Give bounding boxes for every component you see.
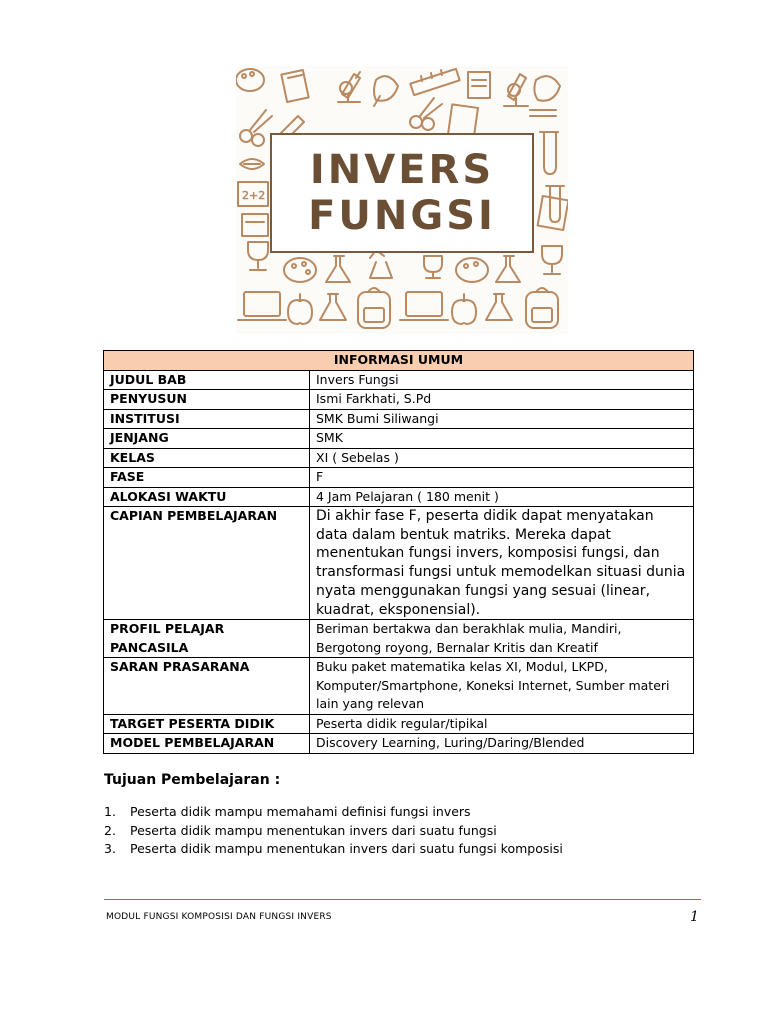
row-label: ALOKASI WAKTU — [104, 487, 310, 507]
apple-icon — [288, 294, 312, 324]
table-row — [104, 468, 694, 488]
book-icon — [242, 214, 268, 236]
list-number: 1. — [104, 804, 116, 819]
row-label: TARGET PESERTA DIDIK — [104, 714, 310, 734]
leaf-icon — [240, 159, 264, 169]
table-row — [104, 507, 694, 620]
row-label: JUDUL BAB — [104, 370, 310, 390]
table-row — [104, 658, 694, 715]
table-row — [104, 390, 694, 410]
list-number: 2. — [104, 822, 116, 838]
row-value: SMK — [310, 429, 694, 449]
table-row — [104, 487, 694, 507]
table-row — [104, 429, 694, 449]
row-label: PROFIL PELAJAR PANCASILA — [104, 620, 310, 658]
backpack-icon — [358, 288, 390, 328]
book-icon — [468, 72, 490, 98]
flask-icon — [326, 256, 350, 282]
list-text: Peserta didik mampu memahami definisi fungsi invers — [130, 804, 471, 819]
palette-icon — [456, 258, 488, 282]
row-label: MODEL PEMBELAJARAN — [104, 734, 310, 754]
flask-icon — [486, 294, 512, 320]
trophy-icon — [248, 242, 268, 270]
table-row — [104, 620, 694, 658]
row-value: 4 Jam Pelajaran ( 180 menit ) — [310, 487, 694, 507]
pencil-icon — [530, 110, 556, 116]
page-number: 1 — [690, 909, 699, 925]
cover-title-line-1: INVERS — [309, 147, 495, 193]
informasi-umum-table — [103, 350, 694, 754]
row-value: Discovery Learning, Luring/Daring/Blended — [310, 734, 694, 754]
scissors-icon — [410, 98, 442, 130]
row-value: Beriman bertakwa dan berakhlak mulia, Mandiri, Bergotong royong, Bernalar Kritis dan Kreatif — [310, 620, 694, 658]
list-item — [104, 822, 563, 841]
list-item — [104, 840, 563, 859]
row-label: JENJANG — [104, 429, 310, 449]
footer-divider — [104, 899, 701, 900]
row-value: Peserta didik regular/tipikal — [310, 714, 694, 734]
list-item — [104, 803, 563, 822]
apple-icon — [452, 294, 476, 324]
row-value: Di akhir fase F, peserta didik dapat menyatakan data dalam bentuk matriks. Mereka dapat menentukan fungsi invers, komposisi fungsi, dan transformasi fungsi untuk memodelkan situasi dunia nyata menggunakan fungsi yang sesuai (linear, kuadrat, eksponensial). — [310, 507, 694, 620]
trophy-icon — [542, 246, 562, 274]
table-row — [104, 734, 694, 754]
microscope-icon — [504, 74, 528, 106]
flask-icon — [320, 294, 346, 320]
laptop-icon — [400, 292, 448, 320]
row-value: Buku paket matematika kelas XI, Modul, LKPD, Komputer/Smartphone, Koneksi Internet, Sumber materi lain yang relevan — [310, 658, 694, 715]
flask-icon — [370, 250, 392, 278]
scissors-icon — [240, 110, 272, 146]
table-row — [104, 714, 694, 734]
row-value: Ismi Farkhati, S.Pd — [310, 390, 694, 410]
row-label: INSTITUSI — [104, 409, 310, 429]
table-row — [104, 370, 694, 390]
footer-text: MODUL FUNGSI KOMPOSISI DAN FUNGSI INVERS — [106, 912, 332, 922]
row-value: F — [310, 468, 694, 488]
table-header: INFORMASI UMUM — [104, 351, 694, 371]
leaf-icon — [374, 76, 398, 106]
table-row — [104, 409, 694, 429]
list-number: 3. — [104, 841, 116, 856]
book-icon — [281, 70, 308, 102]
backpack-icon — [526, 288, 558, 328]
svg-text:2+2: 2+2 — [242, 189, 266, 202]
table-header-row — [104, 351, 694, 371]
list-text: Peserta didik mampu menentukan invers dari suatu fungsi — [130, 822, 497, 838]
row-label: PENYUSUN — [104, 390, 310, 410]
table-row — [104, 448, 694, 468]
tujuan-list — [104, 803, 563, 859]
row-label: KELAS — [104, 448, 310, 468]
row-value: SMK Bumi Siliwangi — [310, 409, 694, 429]
palette-icon — [236, 69, 264, 91]
laptop-icon — [238, 292, 286, 320]
test-tube-icon — [540, 132, 558, 174]
row-label: SARAN PRASARANA — [104, 658, 310, 715]
book-icon — [538, 196, 568, 230]
math-icon — [238, 182, 268, 206]
trophy-icon — [424, 256, 442, 278]
row-label: FASE — [104, 468, 310, 488]
cover-title-line-2: FUNGSI — [308, 193, 496, 239]
leaf-icon — [534, 76, 560, 101]
row-value: Invers Fungsi — [310, 370, 694, 390]
microscope-icon — [338, 72, 360, 102]
list-text: Peserta didik mampu menentukan invers dari suatu fungsi komposisi — [130, 841, 563, 856]
test-tube-icon — [546, 186, 564, 222]
tujuan-title: Tujuan Pembelajaran : — [104, 772, 281, 788]
cover-title-box — [270, 133, 534, 253]
row-value: XI ( Sebelas ) — [310, 448, 694, 468]
ruler-icon — [410, 69, 459, 95]
row-label: CAPIAN PEMBELAJARAN — [104, 507, 310, 620]
palette-icon — [284, 258, 316, 282]
flask-icon — [496, 256, 520, 282]
